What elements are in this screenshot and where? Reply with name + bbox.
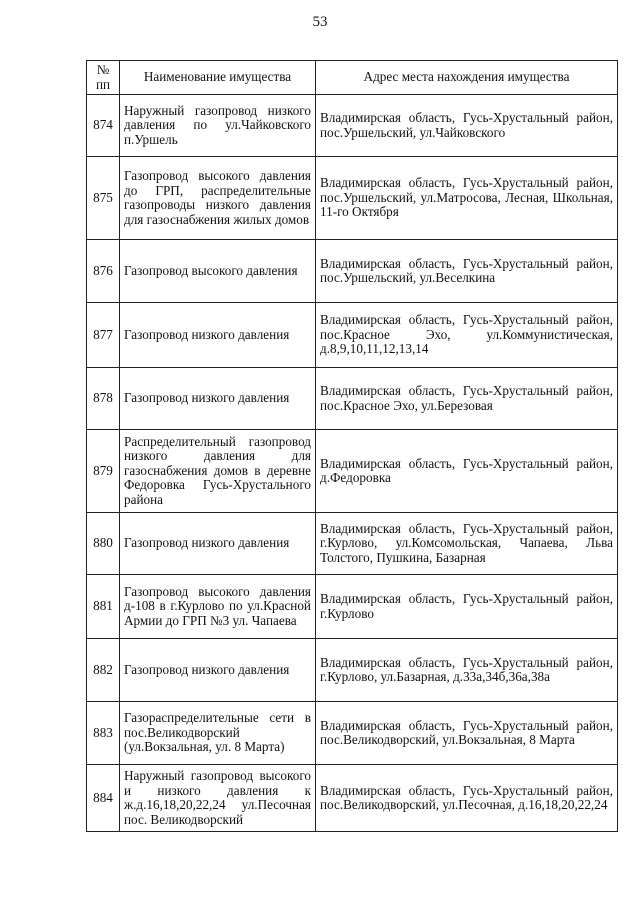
- table-row: [87, 368, 618, 430]
- property-name: Наружный газопровод низкого давления по ул.Чайковского п.Уршель: [120, 95, 316, 157]
- table-row: [87, 575, 618, 639]
- property-name: Газопровод высокого давления до ГРП, распределительные газопроводы низкого давления для газоснабжения жилых домов: [120, 157, 316, 240]
- property-name: Наружный газопровод высокого и низкого давления к ж.д.16,18,20,22,24 ул.Песочная пос. Великодворский: [120, 765, 316, 832]
- header-name: Наименование имущества: [120, 61, 316, 95]
- property-address: Владимирская область, Гусь-Хрустальный район, пос.Уршельский, ул.Чайковского: [316, 95, 618, 157]
- property-registry-table: [86, 60, 618, 832]
- property-address: Владимирская область, Гусь-Хрустальный район, д.Федоровка: [316, 430, 618, 513]
- property-address: Владимирская область, Гусь-Хрустальный район, пос.Великодворский, ул.Песочная, д.16,18,20,22,24: [316, 765, 618, 832]
- row-number: 874: [87, 95, 120, 157]
- property-name: Газопровод низкого давления: [120, 303, 316, 368]
- property-name: Распределительный газопровод низкого давления для газоснабжения домов в деревне Федоровка Гусь-Хрустального района: [120, 430, 316, 513]
- page-number: 53: [312, 14, 328, 30]
- row-number: 881: [87, 575, 120, 639]
- table-header-row: [87, 61, 618, 95]
- property-name: Газопровод низкого давления: [120, 639, 316, 702]
- property-address: Владимирская область, Гусь-Хрустальный район, г.Курлово: [316, 575, 618, 639]
- property-address: Владимирская область, Гусь-Хрустальный район, пос.Великодворский, ул.Вокзальная, 8 Марта: [316, 702, 618, 765]
- row-number: 884: [87, 765, 120, 832]
- table-row: [87, 702, 618, 765]
- property-name: Газопровод низкого давления: [120, 513, 316, 575]
- row-number: 880: [87, 513, 120, 575]
- property-name: Газораспределительные сети в пос.Великодворский (ул.Вокзальная, ул. 8 Марта): [120, 702, 316, 765]
- property-name: Газопровод высокого давления: [120, 240, 316, 303]
- property-address: Владимирская область, Гусь-Хрустальный район, г.Курлово, ул.Базарная, д.33а,34б,36а,38а: [316, 639, 618, 702]
- property-address: Владимирская область, Гусь-Хрустальный район, пос.Уршельский, ул.Веселкина: [316, 240, 618, 303]
- row-number: 882: [87, 639, 120, 702]
- row-number: 879: [87, 430, 120, 513]
- row-number: 878: [87, 368, 120, 430]
- row-number: 876: [87, 240, 120, 303]
- property-address: Владимирская область, Гусь-Хрустальный район, г.Курлово, ул.Комсомольская, Чапаева, Льва Толстого, Пушкина, Базарная: [316, 513, 618, 575]
- property-address: Владимирская область, Гусь-Хрустальный район, пос.Красное Эхо, ул.Березовая: [316, 368, 618, 430]
- header-number: № пп: [87, 61, 120, 95]
- property-address: Владимирская область, Гусь-Хрустальный район, пос.Уршельский, ул.Матросова, Лесная, Школьная, 11-го Октября: [316, 157, 618, 240]
- table-row: [87, 639, 618, 702]
- header-address: Адрес места нахождения имущества: [316, 61, 618, 95]
- property-address: Владимирская область, Гусь-Хрустальный район, пос.Красное Эхо, ул.Коммунистическая, д.8,9,10,11,12,13,14: [316, 303, 618, 368]
- table-row: [87, 303, 618, 368]
- property-name: Газопровод низкого давления: [120, 368, 316, 430]
- table-row: [87, 240, 618, 303]
- property-name: Газопровод высокого давления д-108 в г.Курлово по ул.Красной Армии до ГРП №3 ул. Чапаева: [120, 575, 316, 639]
- table-row: [87, 95, 618, 157]
- table-row: [87, 157, 618, 240]
- row-number: 875: [87, 157, 120, 240]
- row-number: 883: [87, 702, 120, 765]
- row-number: 877: [87, 303, 120, 368]
- table-row: [87, 765, 618, 832]
- table-row: [87, 430, 618, 513]
- table-row: [87, 513, 618, 575]
